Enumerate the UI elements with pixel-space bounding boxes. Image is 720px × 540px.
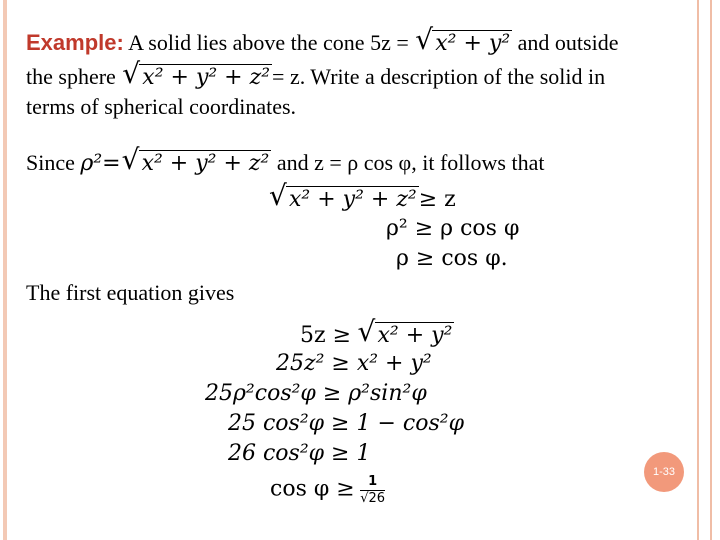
since-radical: √ x² + y² + z²	[121, 143, 270, 176]
since-line	[26, 143, 545, 177]
step1-radical: √ x² + y² + z²	[269, 179, 417, 212]
cone-radical: √ x² + y²	[415, 23, 511, 56]
l6-lhs: cos φ ≥	[270, 476, 355, 502]
derivation-line-2: 25z² ≥ x² + y²	[276, 351, 432, 376]
l1-radical: √ x² + y²	[357, 315, 453, 348]
example-label: Example	[26, 30, 117, 55]
frac-numerator: 1	[360, 474, 385, 491]
example-line2-start: the sphere	[26, 64, 116, 89]
example-line-3: terms of spherical coordinates.	[26, 94, 297, 119]
derivation-line-1	[300, 315, 454, 349]
frac-den-radicand: 26	[368, 491, 386, 506]
l1-radicand: x² + y²	[375, 322, 455, 348]
first-equation-text: The first equation gives	[26, 280, 235, 305]
example-colon: :	[116, 30, 124, 55]
sphere-radicand: x² + y² + z²	[139, 64, 272, 90]
cone-radicand: x² + y²	[432, 30, 512, 56]
since-step-1	[268, 179, 456, 213]
example-line1-end: and outside	[517, 30, 619, 55]
since-end: and z = ρ cos φ, it follows that	[276, 150, 545, 175]
example-line-2	[26, 57, 606, 91]
one-over-sqrt26	[360, 474, 385, 507]
derivation-line-5: 26 cos²φ ≥ 1	[228, 441, 371, 466]
since-step-2: ρ² ≥ ρ cos φ	[386, 216, 520, 241]
derivation-line-6	[270, 474, 385, 507]
rho-squared: ρ²=	[80, 151, 121, 176]
since-start: Since	[26, 150, 75, 175]
since-radicand: x² + y² + z²	[139, 150, 272, 176]
step1-radicand: x² + y² + z²	[286, 186, 419, 212]
sphere-radical: √ x² + y² + z²	[122, 57, 271, 90]
example-line2-end: = z. Write a description of the solid in	[272, 64, 606, 89]
example-line-1	[26, 23, 619, 57]
left-border	[3, 0, 7, 540]
example-line1-text: A solid lies above the cone 5z =	[128, 30, 409, 55]
since-step-3: ρ ≥ cos φ.	[396, 246, 508, 271]
slide-number-badge: 1-33	[644, 452, 684, 492]
right-border	[697, 0, 712, 540]
l1-lhs: 5z ≥	[300, 323, 352, 348]
derivation-line-3: 25ρ²cos²φ ≥ ρ²sin²φ	[205, 381, 427, 406]
derivation-line-4: 25 cos²φ ≥ 1 − cos²φ	[228, 411, 464, 436]
frac-denominator: √26	[360, 491, 386, 506]
step1-rhs: ≥ z	[418, 187, 456, 212]
